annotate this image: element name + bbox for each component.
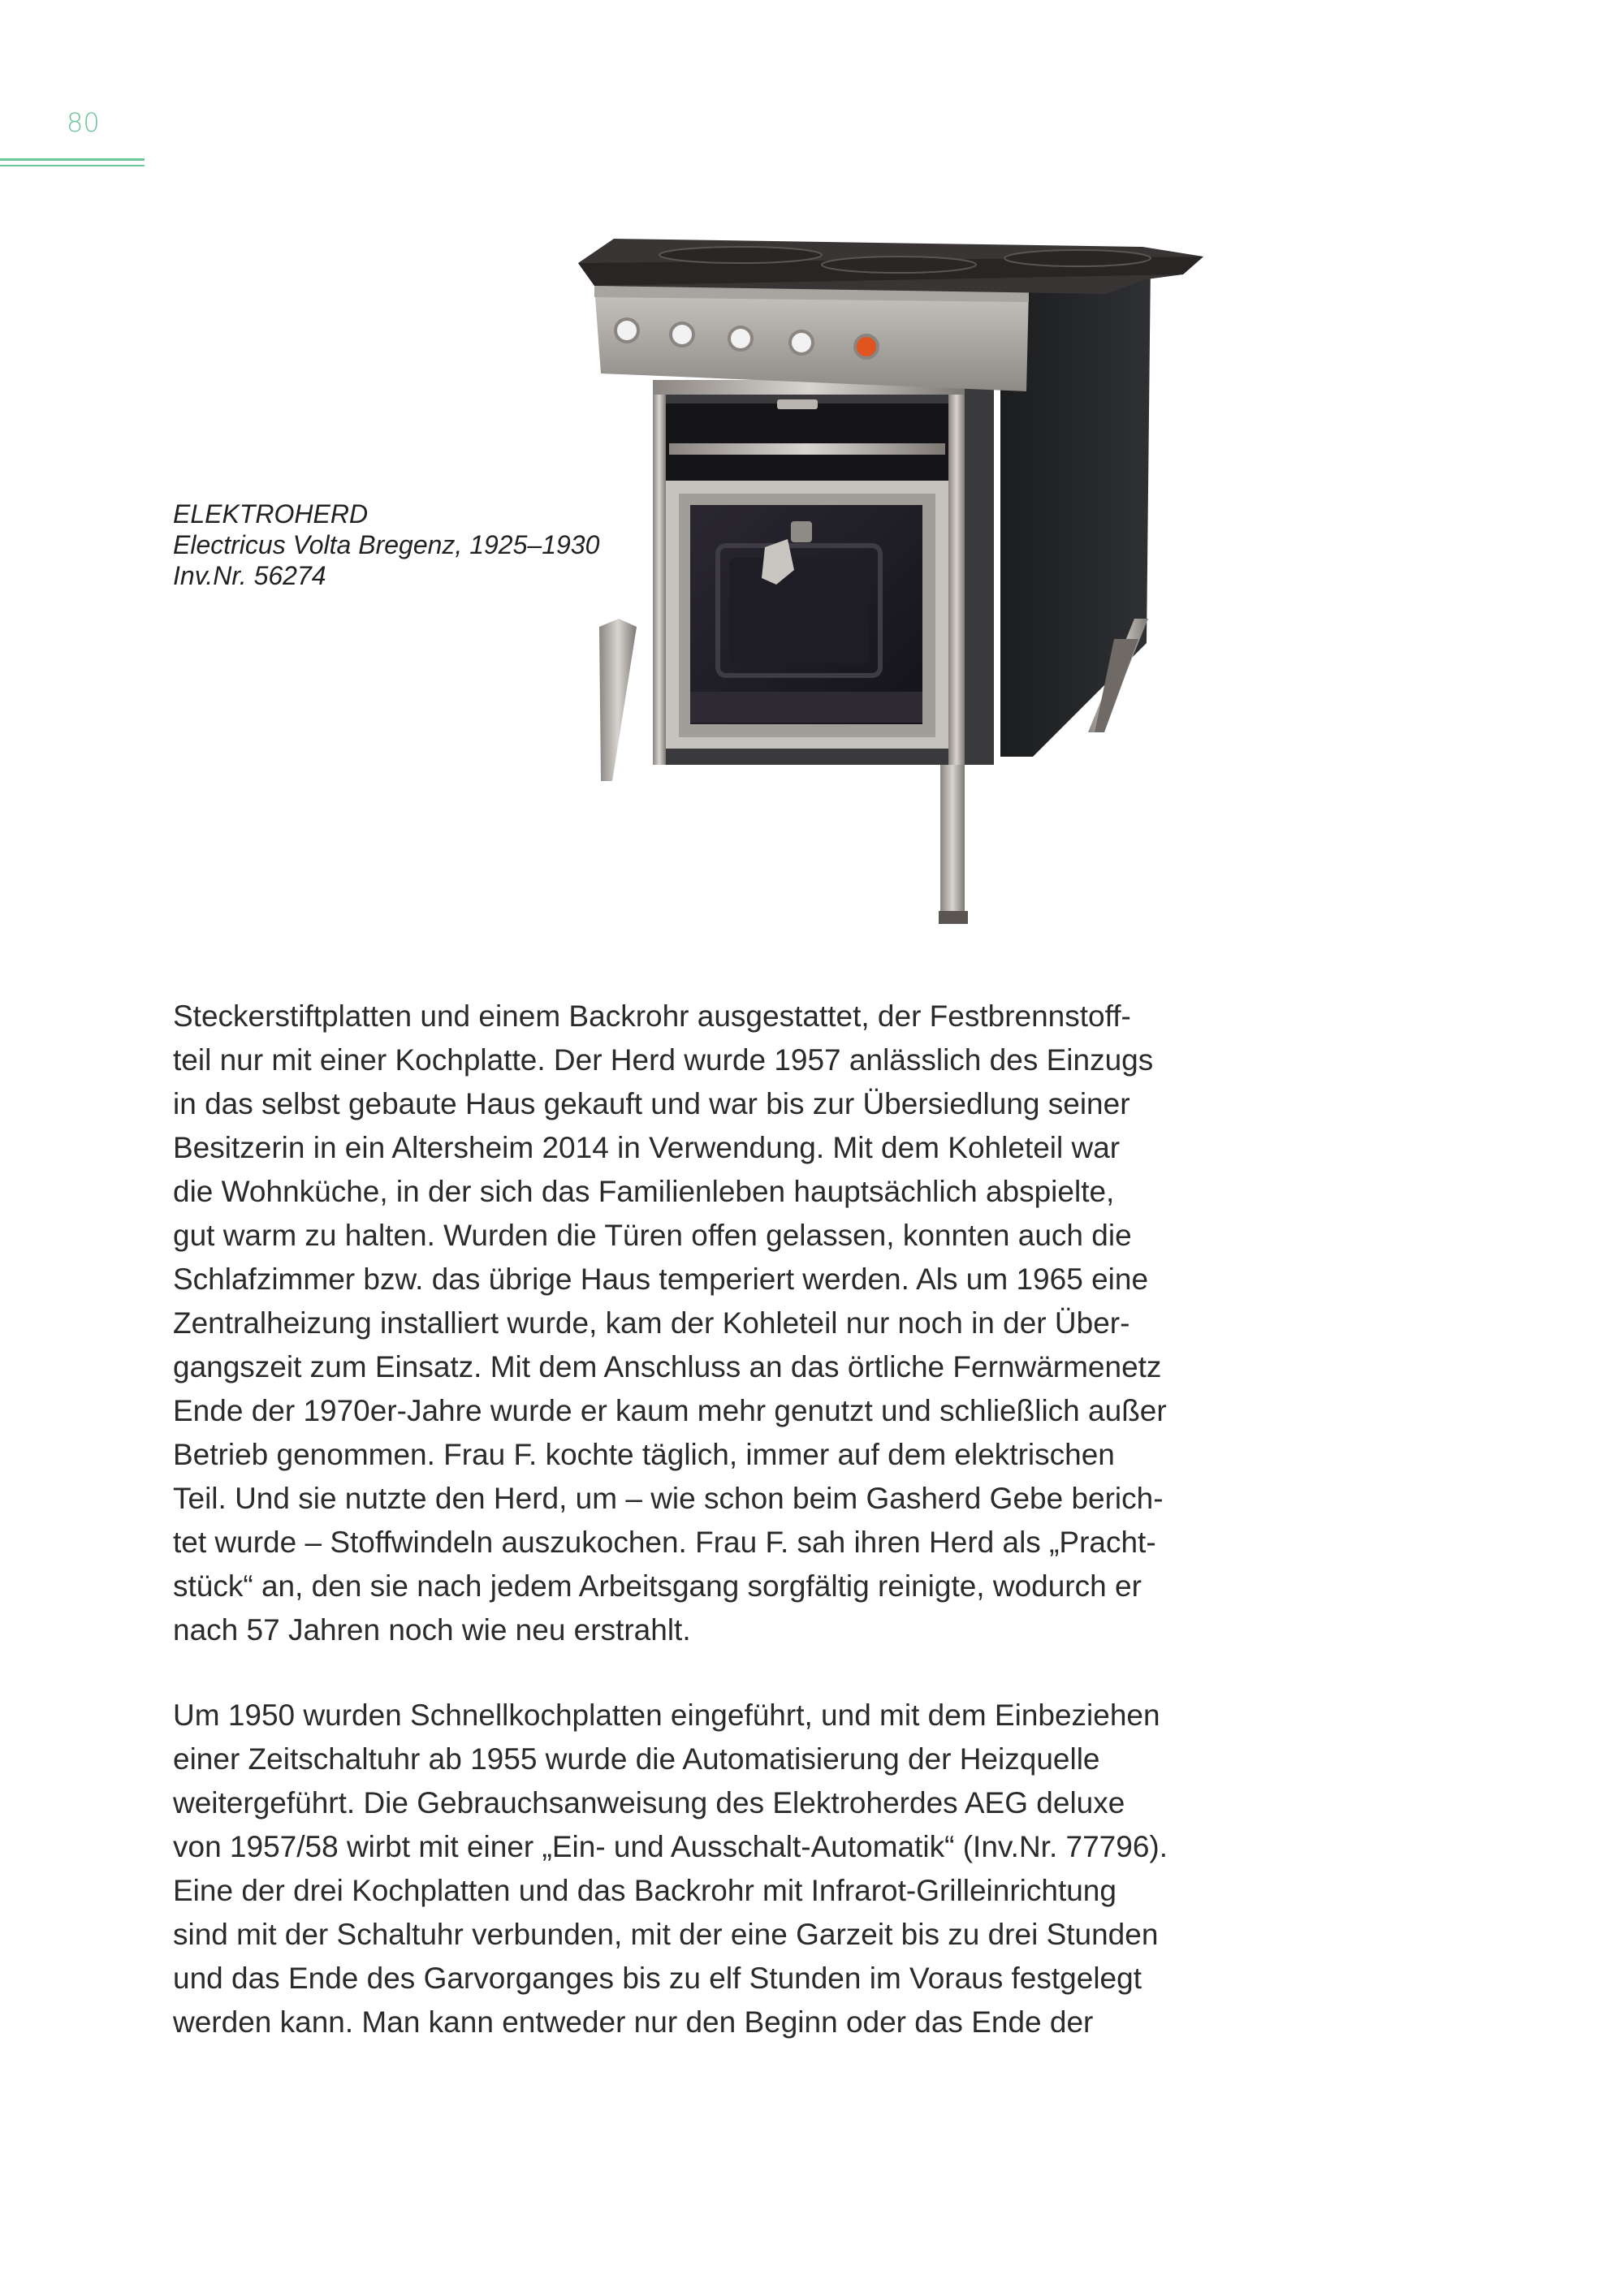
text-line: Eine der drei Kochplatten und das Backrohr mit Infrarot-Grilleinrichtung — [173, 1874, 1116, 1907]
paragraph-2 — [173, 1694, 1326, 2044]
text-line: die Wohnküche, in der sich das Familienleben hauptsächlich abspielte, — [173, 1175, 1115, 1208]
text-line: nach 57 Jahren noch wie neu erstrahlt. — [173, 1613, 691, 1647]
text-line: tet wurde – Stoffwindeln auszukochen. Frau F. sah ihren Herd als „Pracht- — [173, 1526, 1156, 1559]
text-line: stück“ an, den sie nach jedem Arbeitsgang sorgfältig reinigte, wodurch er — [173, 1569, 1142, 1603]
header-rule-thin — [0, 165, 145, 166]
text-line: Steckerstiftplatten und einem Backrohr ausgestattet, der Festbrennstoff- — [173, 999, 1131, 1033]
text-line: von 1957/58 wirbt mit einer „Ein- und Ausschalt-Automatik“ (Inv.Nr. 77796). — [173, 1830, 1168, 1863]
text-line: teil nur mit einer Kochplatte. Der Herd wurde 1957 anlässlich des Einzugs — [173, 1043, 1154, 1077]
text-line: Teil. Und sie nutzte den Herd, um – wie schon beim Gasherd Gebe berich- — [173, 1482, 1164, 1515]
text-line: Um 1950 wurden Schnellkochplatten eingeführt, und mit dem Einbeziehen — [173, 1698, 1160, 1732]
text-line: Schlafzimmer bzw. das übrige Haus temperiert werden. Als um 1965 eine — [173, 1263, 1149, 1296]
header-rule — [0, 158, 145, 161]
text-line: sind mit der Schaltuhr verbunden, mit der eine Garzeit bis zu drei Stunden — [173, 1918, 1159, 1951]
text-line: Besitzerin in ein Altersheim 2014 in Verwendung. Mit dem Kohleteil war — [173, 1131, 1121, 1164]
figure-caption — [173, 499, 599, 591]
text-line: gangszeit zum Einsatz. Mit dem Anschluss an das örtliche Fernwärmenetz — [173, 1350, 1162, 1383]
text-line: in das selbst gebaute Haus gekauft und war bis zur Übersiedlung seiner — [173, 1087, 1130, 1120]
caption-title: ELEKTROHERD — [173, 499, 369, 529]
text-line: und das Ende des Garvorganges bis zu elf Stunden im Voraus festgelegt — [173, 1962, 1142, 1995]
text-line: weitergeführt. Die Gebrauchsanweisung des Elektroherdes AEG deluxe — [173, 1786, 1125, 1819]
text-line: gut warm zu halten. Wurden die Türen offen gelassen, konnten auch die — [173, 1219, 1132, 1252]
text-line: Zentralheizung installiert wurde, kam der Kohleteil nur noch in der Über- — [173, 1306, 1130, 1340]
page-number: 80 — [67, 107, 100, 138]
text-line: werden kann. Man kann entweder nur den Beginn oder das Ende der — [173, 2005, 1094, 2039]
caption-inventory: Inv.Nr. 56274 — [173, 561, 326, 590]
caption-maker: Electricus Volta Bregenz, 1925–1930 — [173, 530, 600, 559]
paragraph-1 — [173, 995, 1326, 1652]
text-line: Betrieb genommen. Frau F. kochte täglich, immer auf dem elektrischen — [173, 1438, 1115, 1471]
text-line: einer Zeitschaltuhr ab 1955 wurde die Automatisierung der Heizquelle — [173, 1742, 1100, 1776]
electric-stove-illustration — [578, 237, 1212, 927]
text-line: Ende der 1970er-Jahre wurde er kaum mehr genutzt und schließlich außer — [173, 1394, 1167, 1427]
